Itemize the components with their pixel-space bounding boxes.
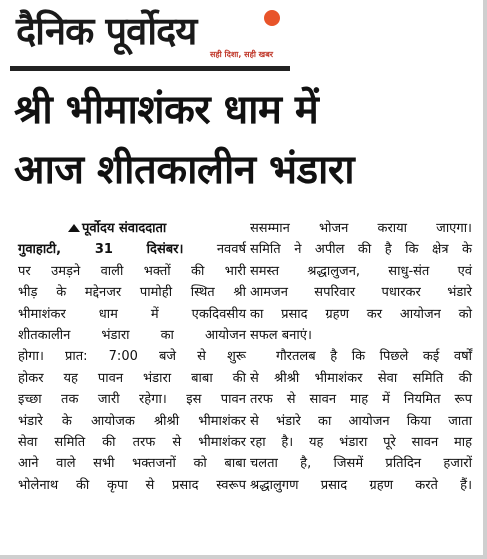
right-line-7: गौरतलब है कि पिछले कई वर्षों xyxy=(276,349,472,365)
left-line-1 xyxy=(18,239,246,260)
left-line-9: भंडारे के आयोजक श्रीश्री भीमाशंकर xyxy=(18,413,246,429)
right-line-10: से भंडारे का आयोजन किया जाता xyxy=(250,413,472,429)
masthead xyxy=(10,4,300,70)
sun-logo-icon xyxy=(264,10,280,26)
page-edge xyxy=(483,0,487,559)
left-line-5: शीतकालीन भंडारा का आयोजन xyxy=(18,328,246,344)
headline-line-1: श्री भीमाशंकर धाम में xyxy=(14,87,319,133)
right-line-3: समस्त श्रद्धालुजन, साधु-संत एवं xyxy=(250,263,472,279)
tagline: सही दिशा, सही खबर xyxy=(210,50,274,59)
left-line-7: होकर यह पावन भंडारा बाबा की xyxy=(18,370,246,386)
right-line-4: आमजन सपरिवार पधारकर भंडारे xyxy=(250,285,472,301)
newspaper-logo: दैनिक पूर्वोदय xyxy=(16,9,197,53)
left-line-1-text: नववर्ष xyxy=(216,242,246,258)
left-line-6: होगा। प्रात: 7:00 बजे से शुरू xyxy=(18,349,246,365)
article-right-column xyxy=(250,218,472,496)
masthead-rule xyxy=(10,66,290,71)
left-line-8: इच्छा तक जारी रहेगा। इस पावन xyxy=(18,392,246,408)
left-line-11: आने वाले सभी भक्तजनों को बाबा xyxy=(18,456,246,472)
left-line-4: भीमाशंकर धाम में एकदिवसीय xyxy=(18,306,246,322)
headline-line-2: आज शीतकालीन भंडारा xyxy=(14,147,355,193)
right-line-11: रहा है। यह भंडारा पूरे सावन माह xyxy=(250,435,472,451)
left-line-3: भीड़ के मद्देनजर पामोही स्थित श्री xyxy=(18,285,246,301)
byline-text: पूर्वोदय संवाददाता xyxy=(82,221,167,236)
right-line-6: सफल बनाएं। xyxy=(250,328,312,344)
triangle-icon xyxy=(68,224,80,232)
right-line-9: तरफ से सावन माह में नियमित रूप xyxy=(250,392,472,408)
right-line-1: ससम्मान भोजन कराया जाएगा। xyxy=(250,221,472,236)
left-line-10: सेवा समिति की तरफ से भीमाशंकर xyxy=(18,435,246,451)
left-line-2: पर उमड़ने वाली भक्तों की भारी xyxy=(18,263,246,279)
left-line-12: भोलेनाथ की कृपा से प्रसाद स्वरूप xyxy=(18,477,246,493)
right-line-12: चलता है, जिसमें प्रतिदिन हजारों xyxy=(250,456,472,472)
page-edge-bottom xyxy=(0,555,487,559)
article-left-column xyxy=(18,218,246,496)
headline xyxy=(14,80,476,200)
byline xyxy=(18,218,246,239)
dateline: गुवाहाटी, 31 दिसंबर। xyxy=(18,242,184,258)
right-line-13: श्रद्धालुगण प्रसाद ग्रहण करते हैं। xyxy=(250,477,472,493)
right-line-2: समिति ने अपील की है कि क्षेत्र के xyxy=(250,242,472,258)
right-line-5: का प्रसाद ग्रहण कर आयोजन को xyxy=(250,306,472,322)
right-line-8: से श्रीश्री भीमाशंकर सेवा समिति की xyxy=(250,370,472,386)
